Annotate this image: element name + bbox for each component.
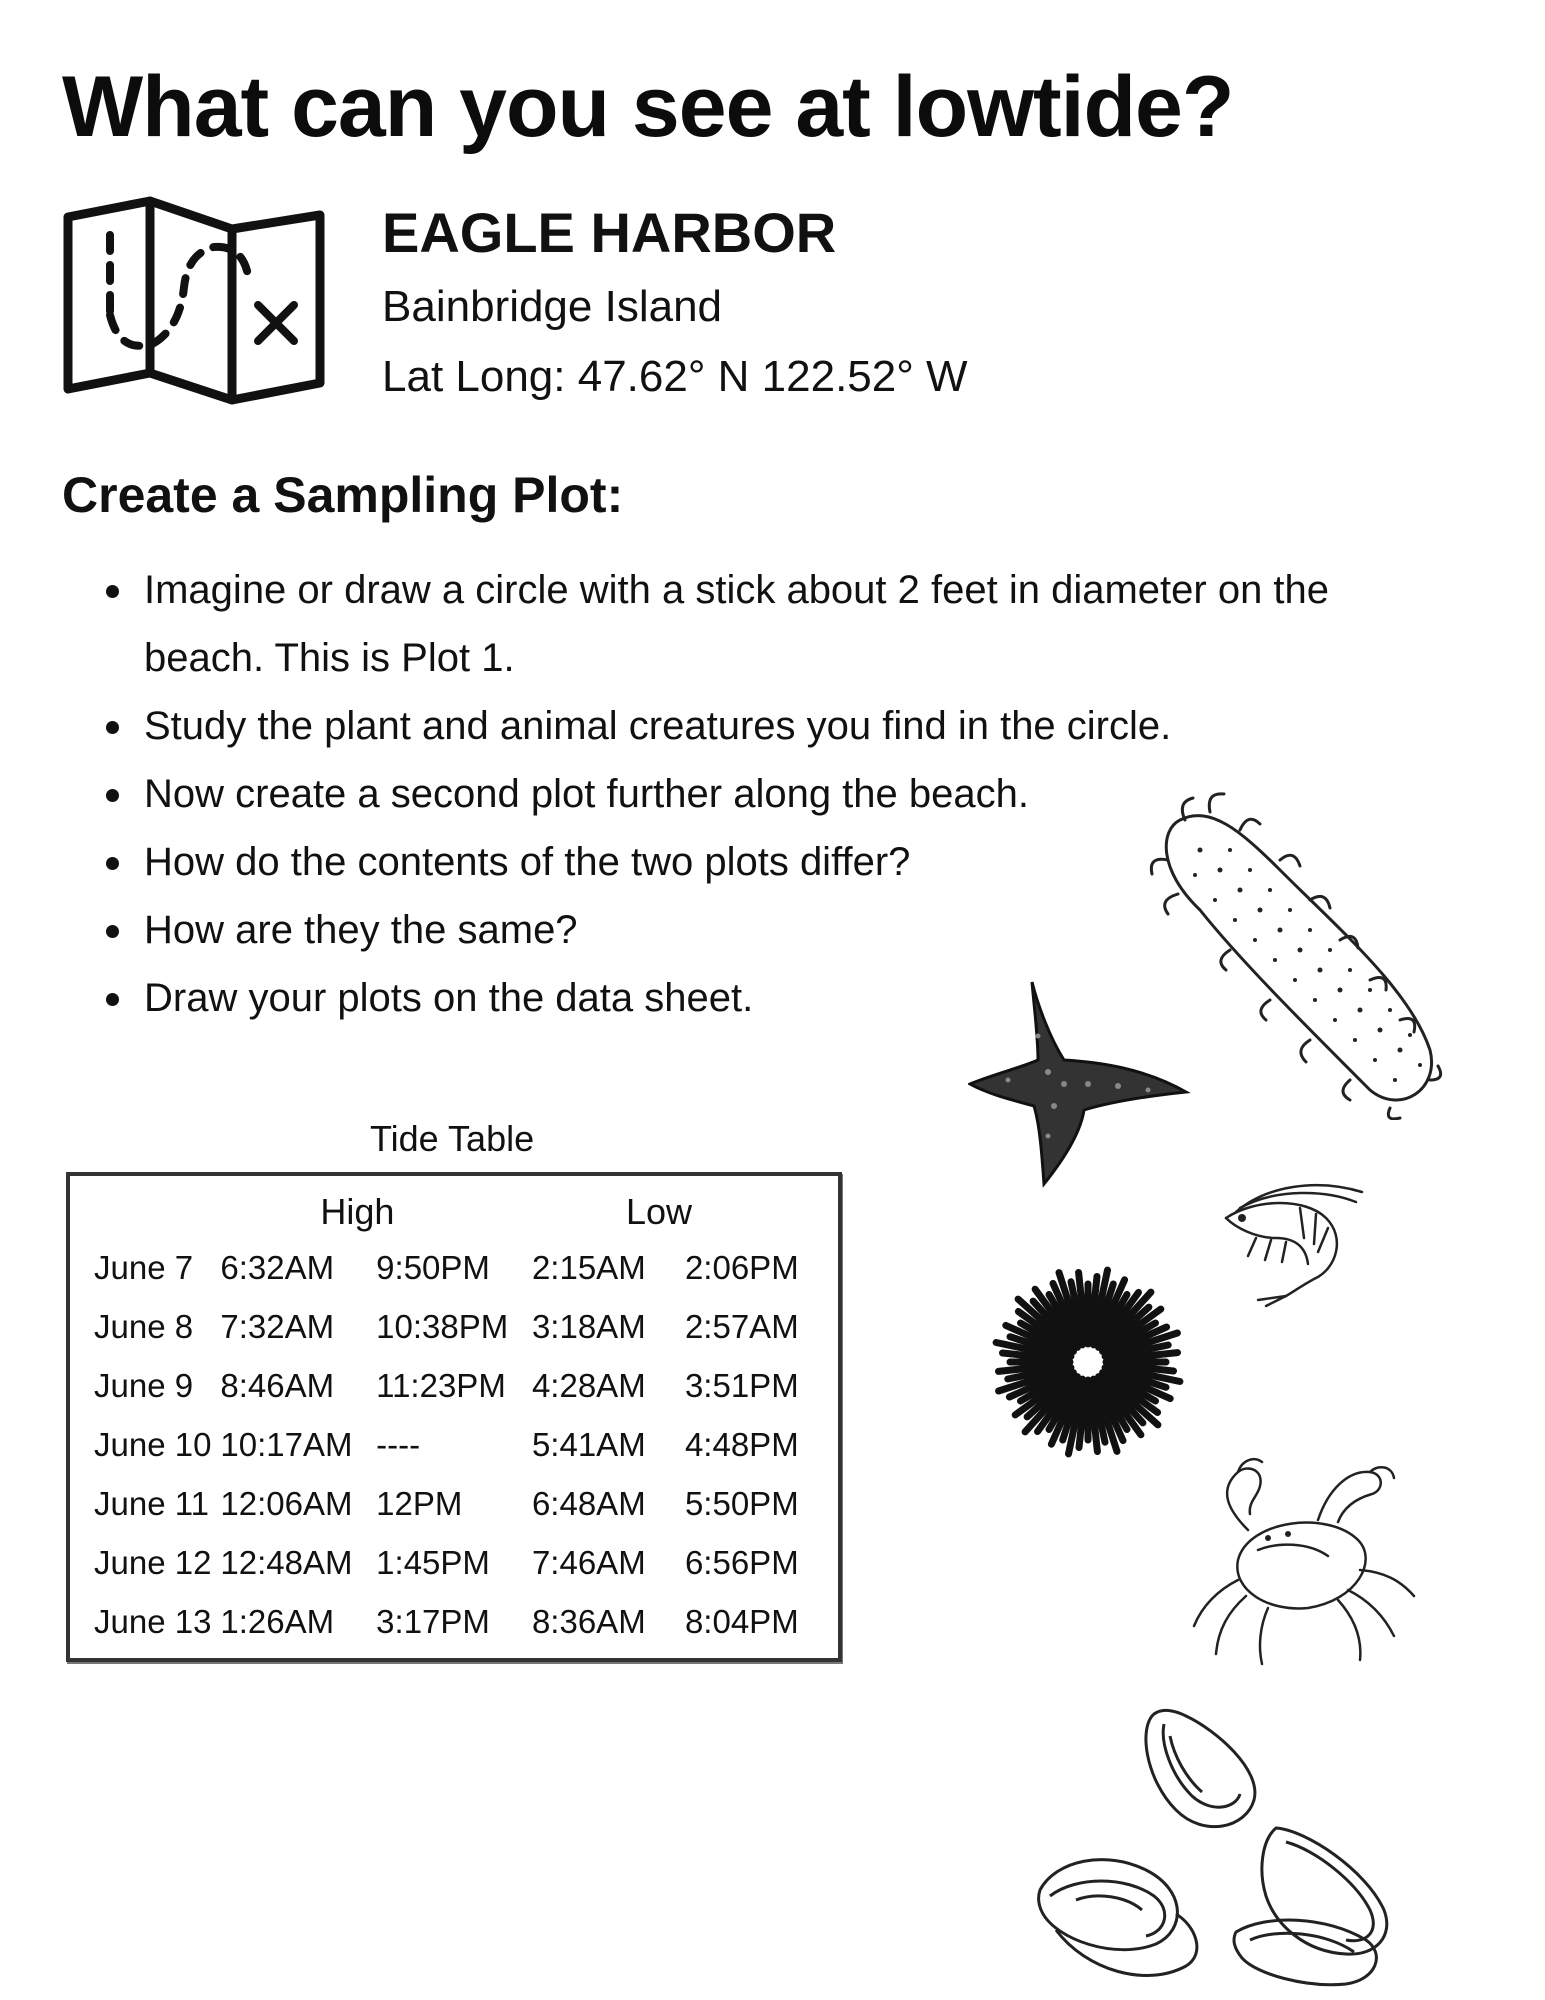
tide-date-cell: June 7 xyxy=(94,1248,194,1286)
tide-date-cell: June 12 xyxy=(94,1543,212,1581)
high-tide-cell: 12:06AM xyxy=(220,1484,353,1522)
high-tide-cell: 10:38PM xyxy=(376,1307,509,1345)
high-tide-cell: 6:32AM xyxy=(220,1248,335,1286)
sea-urchin-icon xyxy=(986,1264,1190,1460)
tide-table-frame xyxy=(66,1172,842,1662)
low-tide-cell: 6:56PM xyxy=(684,1543,799,1581)
location-coordinates: Lat Long: 47.62° N 122.52° W xyxy=(382,352,968,401)
tide-table-caption: Tide Table xyxy=(370,1118,535,1159)
high-tide-cell: 12:48AM xyxy=(220,1543,353,1581)
step-text: Imagine or draw a circle with a stick about 2 feet in diameter on the beach. This is Plot 1. xyxy=(144,568,1330,680)
tide-date-cell: June 10 xyxy=(94,1425,212,1463)
high-tide-header: High xyxy=(320,1191,395,1232)
high-tide-cell: 11:23PM xyxy=(376,1366,506,1404)
high-tide-cell: 1:45PM xyxy=(376,1543,490,1581)
high-tide-cell: 1:26AM xyxy=(220,1602,335,1640)
tide-date-cell: June 11 xyxy=(94,1484,209,1522)
crab-icon xyxy=(1188,1450,1418,1668)
low-tide-cell: 6:48AM xyxy=(531,1484,646,1522)
low-tide-cell: 4:28AM xyxy=(531,1366,646,1404)
high-tide-cell: 7:32AM xyxy=(220,1307,335,1345)
table-row xyxy=(94,1356,838,1415)
table-row xyxy=(94,1415,838,1474)
low-tide-cell: 3:18AM xyxy=(531,1307,646,1345)
table-row xyxy=(94,1592,838,1651)
table-row xyxy=(94,1238,838,1297)
tide-table-body xyxy=(94,1238,838,1651)
low-tide-cell: 4:48PM xyxy=(684,1425,799,1463)
tide-date-cell: June 13 xyxy=(94,1602,212,1640)
shrimp-icon xyxy=(1216,1178,1364,1310)
page-title: What can you see at lowtide? xyxy=(62,59,1234,155)
high-tide-cell: 12PM xyxy=(376,1484,463,1522)
high-tide-cell: 9:50PM xyxy=(376,1248,490,1286)
low-tide-cell: 2:15AM xyxy=(531,1248,646,1286)
low-tide-cell: 8:04PM xyxy=(684,1602,799,1640)
low-tide-header: Low xyxy=(625,1191,692,1232)
map-icon xyxy=(62,195,332,415)
step-text: Draw your plots on the data sheet. xyxy=(144,976,754,1020)
low-tide-cell: 3:51PM xyxy=(684,1366,799,1404)
tide-date-cell: June 9 xyxy=(94,1366,194,1404)
starfish-icon xyxy=(968,976,1194,1188)
low-tide-cell: 5:50PM xyxy=(684,1484,799,1522)
high-tide-cell: 3:17PM xyxy=(376,1602,490,1640)
step-text: How are they the same? xyxy=(144,908,578,952)
mussels-icon xyxy=(1036,1700,1400,1990)
tide-table xyxy=(94,1186,838,1651)
low-tide-cell: 7:46AM xyxy=(531,1543,646,1581)
tide-date-cell: June 8 xyxy=(94,1307,194,1345)
low-tide-cell: 8:36AM xyxy=(531,1602,646,1640)
high-tide-cell: 10:17AM xyxy=(220,1425,353,1463)
table-row xyxy=(94,1474,838,1533)
low-tide-cell: 5:41AM xyxy=(531,1425,646,1463)
list-item xyxy=(100,556,1430,692)
list-item xyxy=(100,692,1430,760)
date-header xyxy=(94,1186,220,1238)
section-heading: Create a Sampling Plot: xyxy=(62,467,624,523)
location-name: EAGLE HARBOR xyxy=(382,201,837,264)
step-text: How do the contents of the two plots differ? xyxy=(144,840,911,884)
table-row xyxy=(94,1533,838,1592)
low-tide-cell: 2:57AM xyxy=(684,1307,799,1345)
high-tide-cell: 8:46AM xyxy=(220,1366,335,1404)
step-text: Now create a second plot further along the beach. xyxy=(144,772,1029,816)
high-tide-cell: ---- xyxy=(376,1425,421,1463)
location-area: Bainbridge Island xyxy=(382,282,723,331)
table-row xyxy=(94,1297,838,1356)
low-tide-cell: 2:06PM xyxy=(684,1248,799,1286)
step-text: Study the plant and animal creatures you find in the circle. xyxy=(144,704,1172,748)
